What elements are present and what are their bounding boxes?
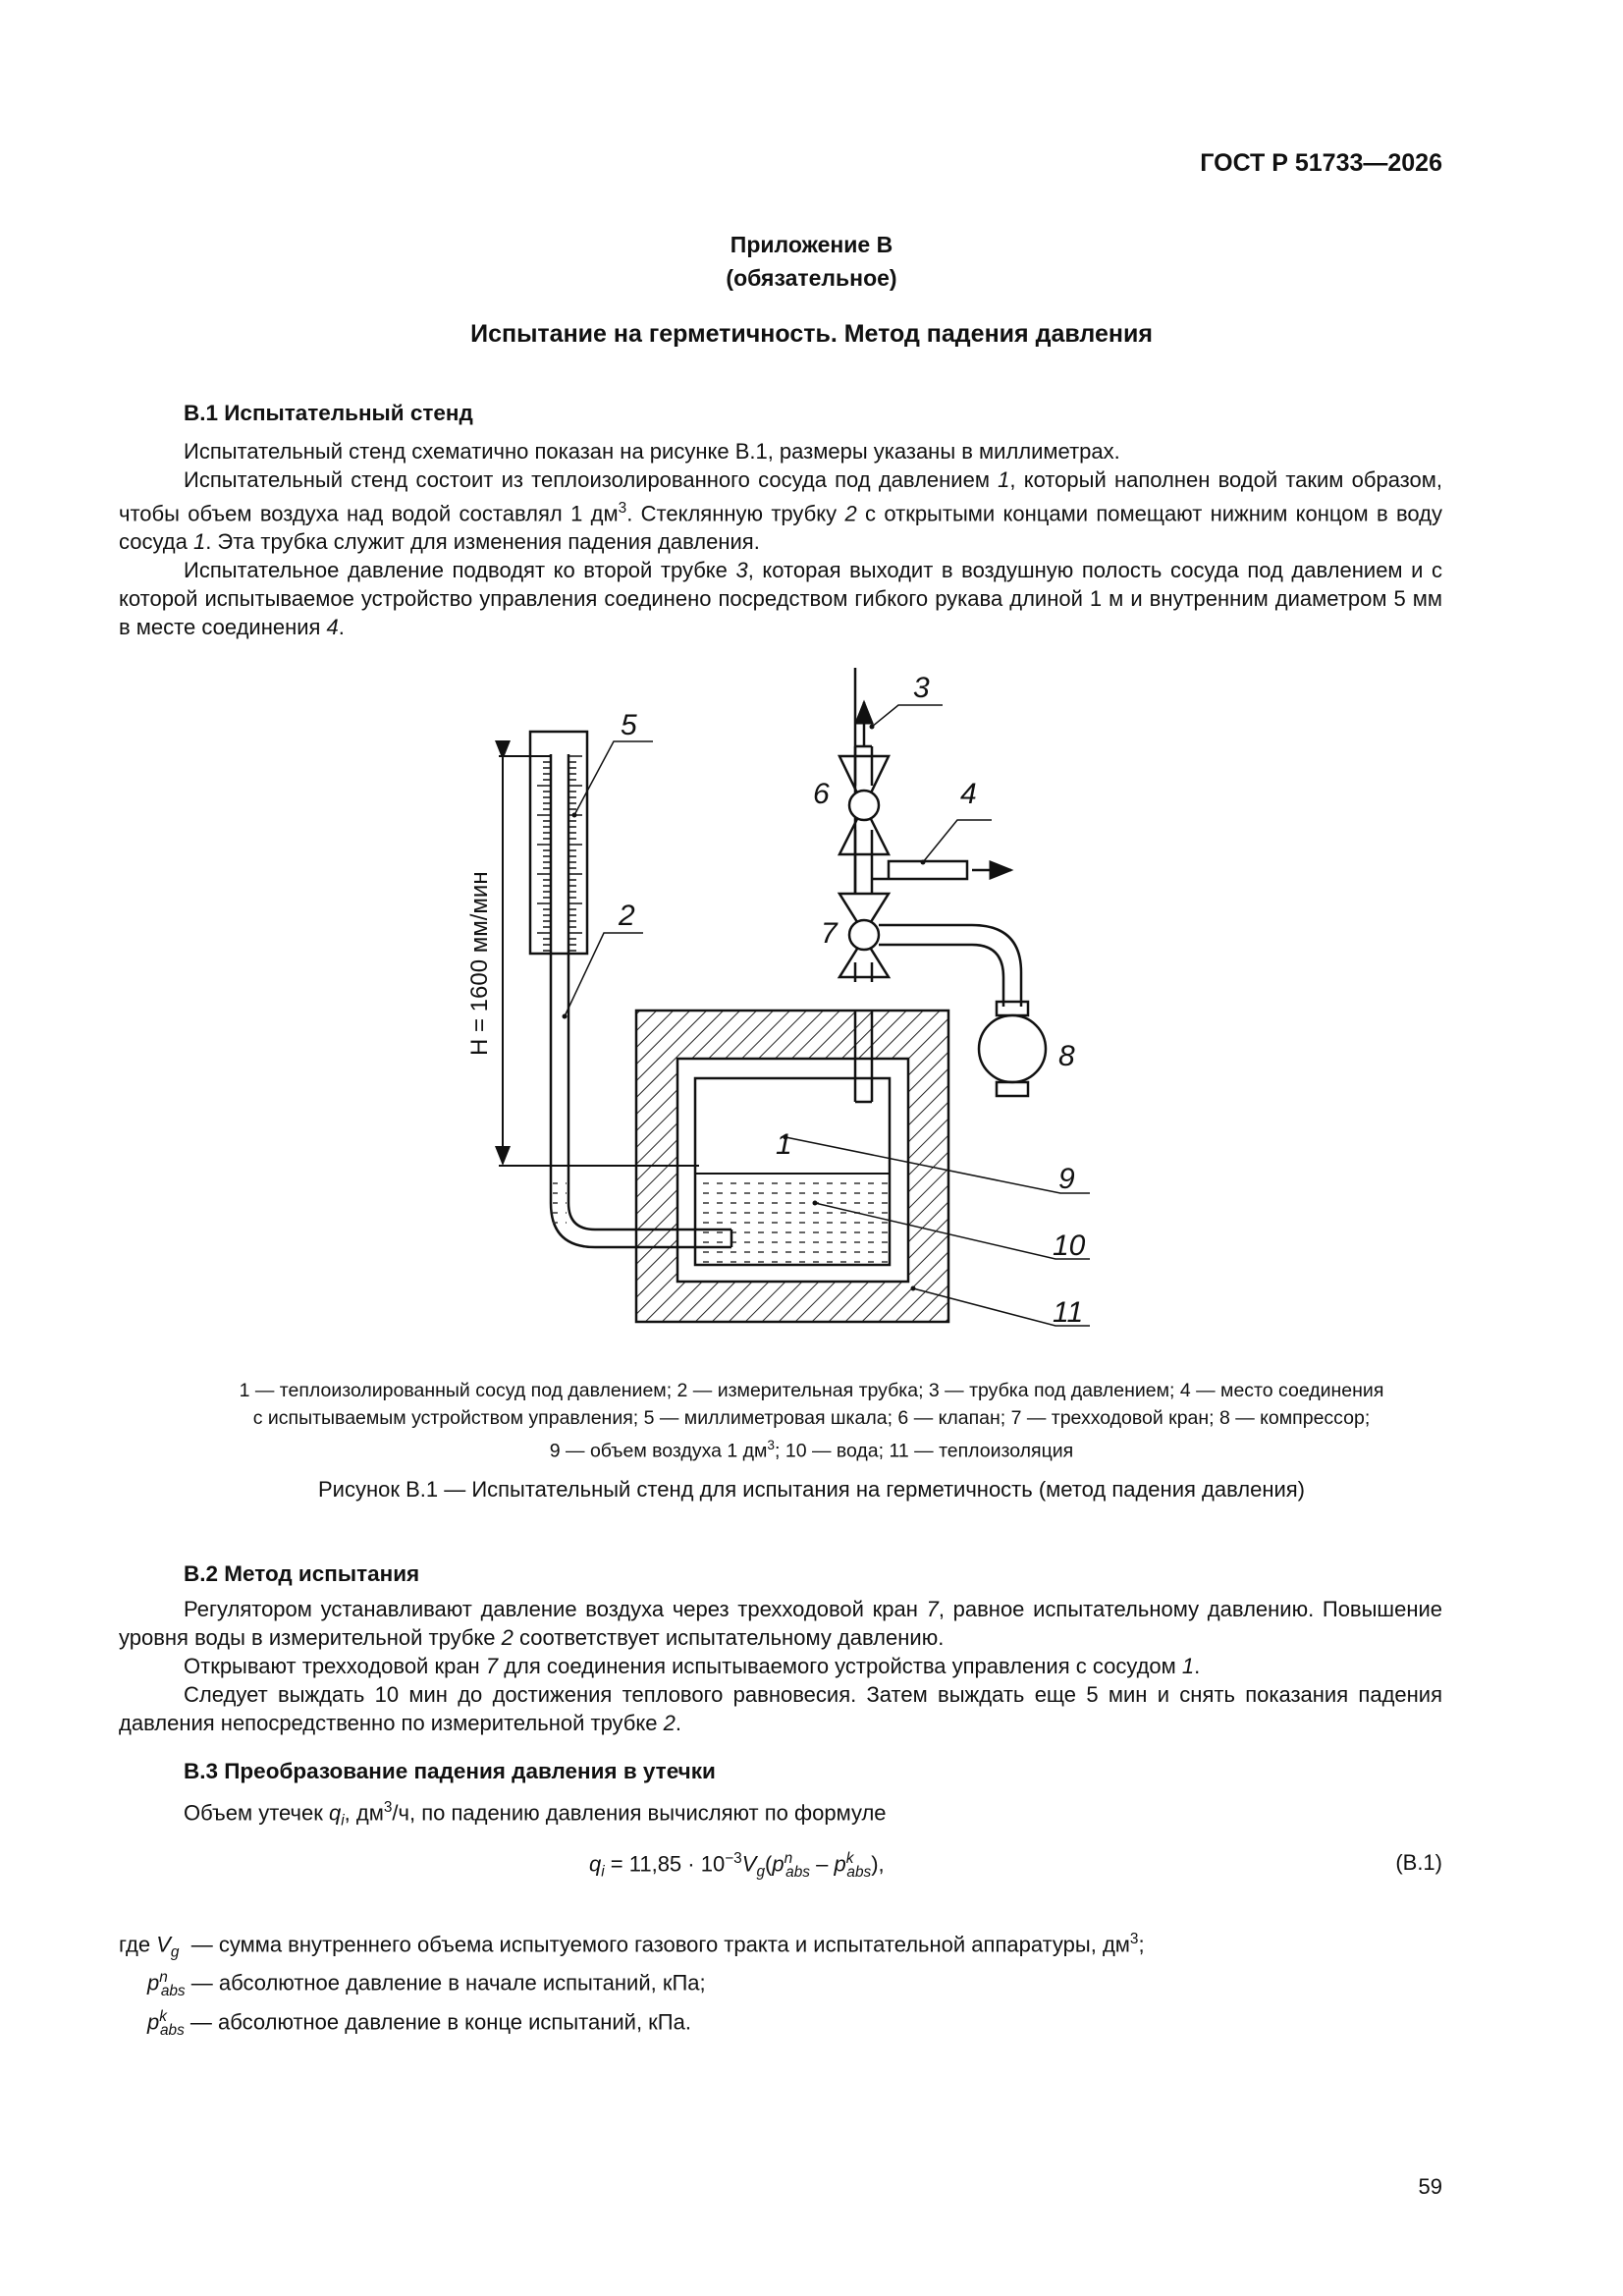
dimension-label: H = 1600 мм/мин bbox=[466, 871, 493, 1056]
section-3-heading: В.3 Преобразование падения давления в утечки bbox=[184, 1759, 716, 1783]
water-fill bbox=[697, 1175, 888, 1263]
legend-line: с испытываемым устройством управления; 5 — миллиметровая шкала; 6 — клапан; 7 — трехходовой кран; 8 — компрессор; bbox=[252, 1407, 1371, 1429]
annex-heading bbox=[0, 228, 1623, 295]
millimeter-scale bbox=[530, 732, 587, 954]
paragraph: Объем утечек $q_i$, $дм^3/ч$, по падению давления вычисляют по формуле bbox=[184, 1799, 887, 1830]
label-7: 7 bbox=[821, 917, 838, 950]
page-title: Испытание на герметичность. Метод падения давления bbox=[470, 320, 1153, 348]
label-5: 5 bbox=[621, 709, 637, 741]
valve bbox=[839, 756, 889, 854]
formula: $q_i = 11,85 \cdot 10^{-3}V_g(p^n_{abs} - p^k_{abs})$, bbox=[589, 1850, 885, 1881]
three-way-valve bbox=[839, 894, 1021, 1007]
label-6: 6 bbox=[813, 778, 830, 810]
legend-line: 9 — объем воздуха 1 $дм^3$; 10 — вода; 11 — теплоизоляция bbox=[549, 1438, 1074, 1462]
document-code: ГОСТ Р 51733—2026 bbox=[1200, 149, 1442, 177]
legend-line: 1 — теплоизолированный сосуд под давлением; 2 — измерительная трубка; 3 — трубка под давлением; 4 — место соединения bbox=[239, 1380, 1384, 1401]
label-2: 2 bbox=[619, 900, 635, 932]
definition-row: $p^n_{abs}$ — абсолютное давление в начале испытаний, кПа; bbox=[147, 1969, 706, 1999]
paragraph: Испытательный стенд состоит из теплоизолированного сосуда под давлением 1, который наполнен водой таким образом, чтобы объем воздуха над водой составлял 1 $дм^3$. Стеклянную трубку 2 с открытыми концами помещают нижним концом в воду сосуда 1. Эта трубка служит для изменения падения давления. bbox=[119, 467, 1442, 555]
section-3-intro bbox=[119, 1793, 1442, 1835]
label-1: 1 bbox=[776, 1128, 792, 1161]
pressure-vessel bbox=[695, 1078, 890, 1265]
paragraph: Испытательный стенд схематично показан на рисунке В.1, размеры указаны в миллиметрах. bbox=[184, 439, 1120, 464]
section-2-body bbox=[119, 1595, 1442, 1737]
paragraph: Следует выждать 10 мин до достижения теплового равновесия. Затем выждать еще 5 мин и снять показания падения давления непосредственно по измерительной трубке 2. bbox=[119, 1682, 1442, 1735]
paragraph: Открывают трехходовой кран 7 для соединения испытываемого устройства управления с сосудом 1. bbox=[184, 1654, 1201, 1678]
annex-title: Приложение В bbox=[730, 232, 893, 257]
annex-status: (обязательное) bbox=[726, 265, 897, 291]
definition-row: где $V_g$ — сумма внутреннего объема испытуемого газового тракта и испытательной аппаратуры, $дм^3$; bbox=[119, 1931, 1145, 1961]
label-10: 10 bbox=[1053, 1230, 1086, 1262]
label-8: 8 bbox=[1058, 1040, 1075, 1072]
label-4: 4 bbox=[960, 778, 977, 810]
paragraph: Регулятором устанавливают давление воздуха через трехходовой кран 7, равное испытательному давлению. Повышение уровня воды в измерительной трубке 2 соответствует испытательному давлению. bbox=[119, 1597, 1442, 1650]
compressor bbox=[979, 1002, 1046, 1096]
definition-row: $p^k_{abs}$ — абсолютное давление в конце испытаний, кПа. bbox=[147, 2008, 691, 2039]
section-1-heading: В.1 Испытательный стенд bbox=[184, 401, 473, 425]
formula-number: (В.1) bbox=[1395, 1850, 1442, 1875]
label-9: 9 bbox=[1058, 1163, 1075, 1195]
section-2-heading: В.2 Метод испытания bbox=[184, 1561, 420, 1586]
figure-title: Рисунок В.1 — Испытательный стенд для испытания на герметичность (метод падения давления) bbox=[317, 1477, 1306, 1502]
page-number: 59 bbox=[1418, 2174, 1442, 2199]
section-1-body bbox=[119, 437, 1442, 641]
label-11: 11 bbox=[1053, 1296, 1084, 1329]
test-stand-diagram bbox=[432, 668, 1139, 1355]
paragraph: Испытательное давление подводят ко второй трубке 3, которая выходит в воздушную полость сосуда под давлением и с которой испытываемое устройство управления соединено посредством гибкого рукава длиной 1 м и внутренним диаметром 5 мм в месте соединения 4. bbox=[119, 558, 1442, 640]
label-3: 3 bbox=[913, 672, 930, 704]
figure-legend bbox=[0, 1377, 1623, 1465]
